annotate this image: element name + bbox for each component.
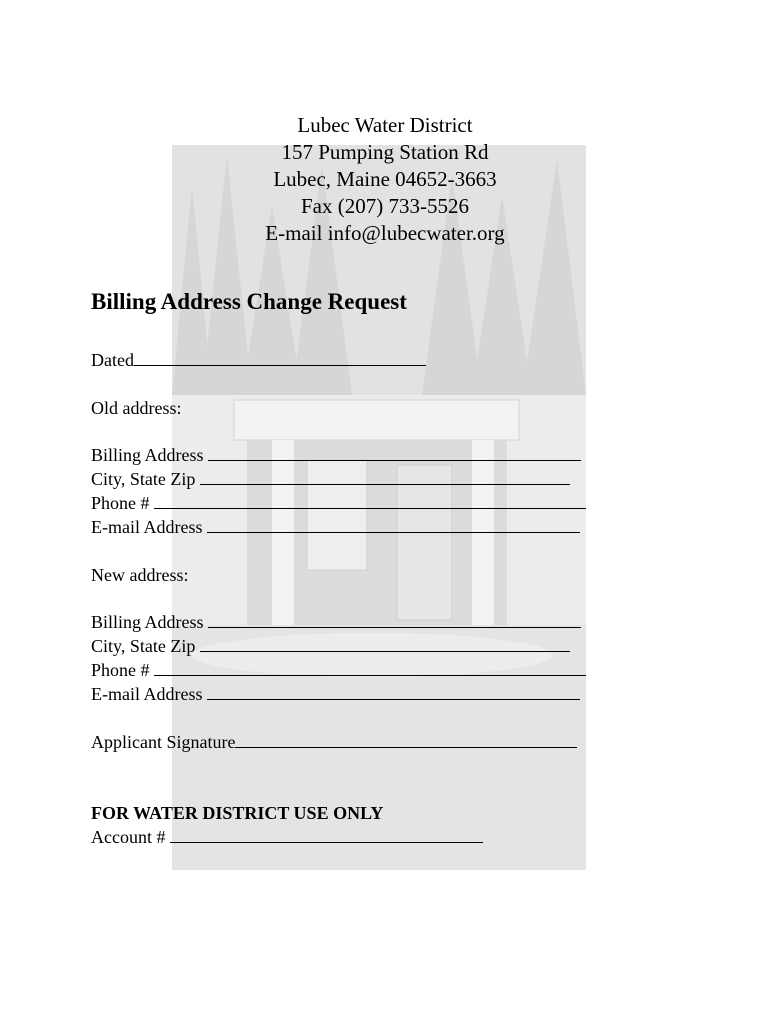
old-email-row	[91, 516, 580, 539]
new-email-field[interactable]	[207, 683, 580, 700]
office-use-heading: FOR WATER DISTRICT USE ONLY	[91, 803, 384, 823]
district-address-block	[0, 112, 770, 247]
signature-field[interactable]	[235, 731, 577, 748]
signature-row	[91, 731, 577, 754]
account-label: Account #	[91, 827, 166, 847]
account-row	[91, 826, 483, 849]
old-email-field[interactable]	[207, 516, 580, 533]
old-city-state-zip-field[interactable]	[200, 468, 570, 485]
account-field[interactable]	[170, 826, 483, 843]
street-address: 157 Pumping Station Rd	[281, 140, 489, 164]
form-title: Billing Address Change Request	[91, 289, 407, 314]
new-billing-address-row	[91, 611, 581, 634]
dated-label: Dated	[91, 350, 134, 370]
old-city-state-zip-label: City, State Zip	[91, 469, 196, 489]
new-address-heading: New address:	[91, 565, 189, 585]
city-state-zip: Lubec, Maine 04652-3663	[273, 167, 497, 191]
new-city-state-zip-label: City, State Zip	[91, 636, 196, 656]
old-phone-label: Phone #	[91, 493, 150, 513]
old-city-state-zip-row	[91, 468, 570, 491]
signature-label: Applicant Signature	[91, 732, 236, 752]
new-city-state-zip-row	[91, 635, 570, 658]
new-email-label: E-mail Address	[91, 684, 203, 704]
new-phone-field[interactable]	[154, 659, 586, 676]
dated-row	[91, 349, 426, 372]
district-name: Lubec Water District	[297, 113, 473, 137]
old-billing-address-field[interactable]	[208, 444, 581, 461]
old-address-heading: Old address:	[91, 398, 182, 418]
new-billing-address-field[interactable]	[208, 611, 581, 628]
dated-field[interactable]	[134, 349, 426, 366]
email-address: E-mail info@lubecwater.org	[265, 221, 505, 245]
new-phone-row	[91, 659, 586, 682]
old-billing-address-label: Billing Address	[91, 445, 204, 465]
new-city-state-zip-field[interactable]	[200, 635, 570, 652]
old-email-label: E-mail Address	[91, 517, 203, 537]
fax-number: Fax (207) 733-5526	[301, 194, 469, 218]
old-phone-row	[91, 492, 586, 515]
new-phone-label: Phone #	[91, 660, 150, 680]
old-billing-address-row	[91, 444, 581, 467]
old-phone-field[interactable]	[154, 492, 586, 509]
new-billing-address-label: Billing Address	[91, 612, 204, 632]
new-email-row	[91, 683, 580, 706]
